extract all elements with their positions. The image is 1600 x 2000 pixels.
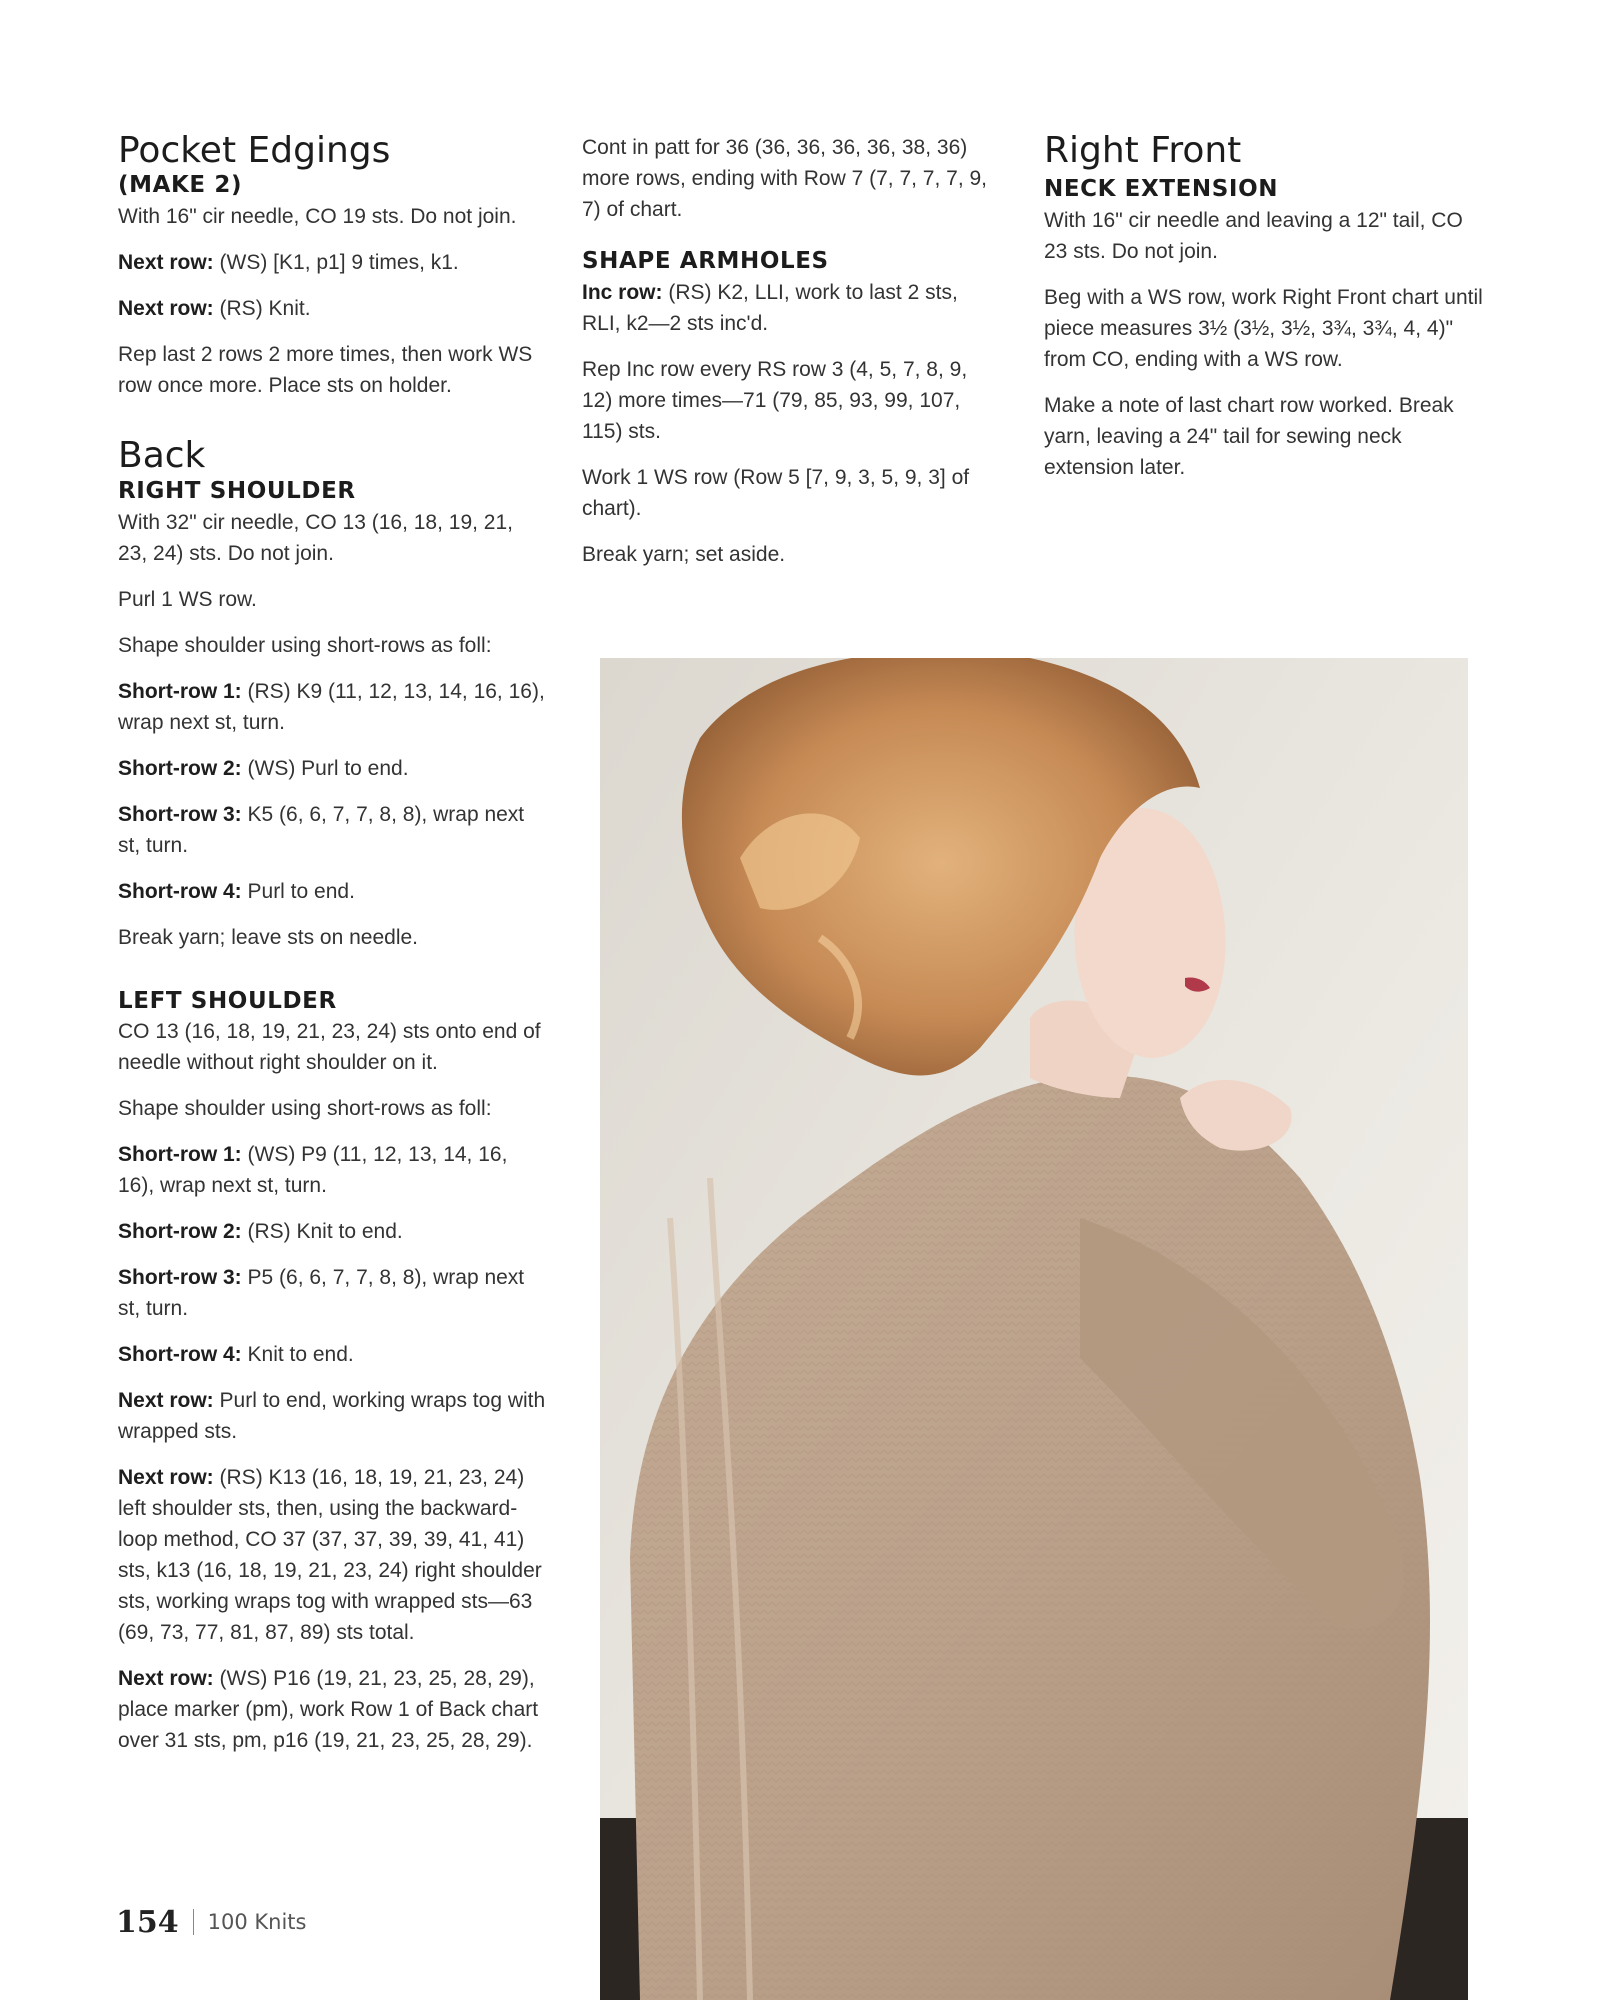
paragraph: Shape shoulder using short-rows as foll:	[118, 633, 492, 657]
instruction-short-row: Short-row 4: Knit to end.	[118, 1343, 354, 1367]
instruction-inc-row: Inc row: (RS) K2, LLI, work to last 2 sts, RLI, k2—2 sts inc'd.	[582, 280, 958, 335]
instruction-short-row: Short-row 3: K5 (6, 6, 7, 7, 8, 8), wrap next st, turn.	[118, 802, 525, 857]
paragraph: With 16" cir needle and leaving a 12" tail, CO 23 sts. Do not join.	[1044, 209, 1463, 264]
paragraph: Shape shoulder using short-rows as foll:	[118, 1097, 492, 1121]
subheading-neck-extension: NECK EXTENSION	[1044, 176, 1279, 203]
right-column	[1044, 130, 1484, 498]
paragraph: Work 1 WS row (Row 5 [7, 9, 3, 5, 9, 3] of chart).	[582, 465, 970, 520]
instruction-next-row: Next row: (WS) P16 (19, 21, 23, 25, 28, 29), place marker (pm), work Row 1 of Back chart over 31 sts, pm, p16 (19, 21, 23, 25, 28, 29).	[118, 1667, 539, 1753]
instruction-next-row: Next row: (WS) [K1, p1] 9 times, k1.	[118, 251, 459, 275]
instruction-next-row: Next row: (RS) Knit.	[118, 297, 311, 321]
paragraph: Rep last 2 rows 2 more times, then work WS row once more. Place sts on holder.	[118, 343, 533, 398]
section-title-pocket-edgings: Pocket Edgings	[118, 130, 391, 171]
subheading-right-shoulder: RIGHT SHOULDER	[118, 477, 356, 504]
page-number: 154	[116, 1904, 179, 1940]
paragraph: Beg with a WS row, work Right Front chart until piece measures 3½ (3½, 3½, 3¾, 3¾, 4, 4)" from CO, ending with a WS row.	[1044, 286, 1483, 372]
instruction-short-row: Short-row 2: (WS) Purl to end.	[118, 756, 409, 780]
instruction-short-row: Short-row 1: (RS) K9 (11, 12, 13, 14, 16, 16), wrap next st, turn.	[118, 679, 545, 734]
left-column	[118, 130, 548, 1771]
paragraph: With 32" cir needle, CO 13 (16, 18, 19, 21, 23, 24) sts. Do not join.	[118, 510, 514, 565]
page-footer	[116, 1902, 306, 1942]
photo-illustration	[600, 658, 1468, 2000]
instruction-short-row: Short-row 1: (WS) P9 (11, 12, 13, 14, 16, 16), wrap next st, turn.	[118, 1143, 508, 1198]
paragraph: CO 13 (16, 18, 19, 21, 23, 24) sts onto end of needle without right shoulder on it.	[118, 1020, 541, 1075]
instruction-next-row: Next row: (RS) K13 (16, 18, 19, 21, 23, 24) left shoulder sts, then, using the backward-loop method, CO 37 (37, 37, 39, 39, 41, 41) sts, k13 (16, 18, 19, 21, 23, 24) right shoulder sts, working wraps tog with wrapped sts—63 (69, 73, 77, 81, 87, 89) sts total.	[118, 1466, 542, 1645]
instruction-short-row: Short-row 3: P5 (6, 6, 7, 7, 8, 8), wrap next st, turn.	[118, 1266, 525, 1321]
instruction-short-row: Short-row 2: (RS) Knit to end.	[118, 1220, 403, 1244]
instruction-next-row: Next row: Purl to end, working wraps tog with wrapped sts.	[118, 1389, 546, 1444]
subheading-left-shoulder: LEFT SHOULDER	[118, 987, 337, 1014]
footer-divider	[193, 1909, 194, 1935]
instruction-short-row: Short-row 4: Purl to end.	[118, 879, 355, 903]
section-title-right-front: Right Front	[1044, 130, 1242, 171]
book-title: 100 Knits	[207, 1910, 307, 1934]
model-sweater-photo	[600, 658, 1468, 2000]
paragraph: Rep Inc row every RS row 3 (4, 5, 7, 8, 9, 12) more times—71 (79, 85, 93, 99, 107, 115) sts.	[582, 357, 968, 443]
subheading-make-2: (MAKE 2)	[118, 172, 243, 199]
paragraph: Break yarn; set aside.	[582, 542, 786, 566]
subheading-shape-armholes: SHAPE ARMHOLES	[582, 248, 829, 274]
middle-column	[582, 132, 1002, 585]
paragraph: Cont in patt for 36 (36, 36, 36, 36, 38, 36) more rows, ending with Row 7 (7, 7, 7, 7, 9, 7) of chart.	[582, 136, 988, 221]
section-title-back: Back	[118, 435, 206, 477]
paragraph: With 16" cir needle, CO 19 sts. Do not join.	[118, 205, 517, 229]
paragraph: Break yarn; leave sts on needle.	[118, 925, 419, 949]
paragraph: Purl 1 WS row.	[118, 587, 257, 611]
paragraph: Make a note of last chart row worked. Break yarn, leaving a 24" tail for sewing neck extension later.	[1044, 394, 1454, 480]
